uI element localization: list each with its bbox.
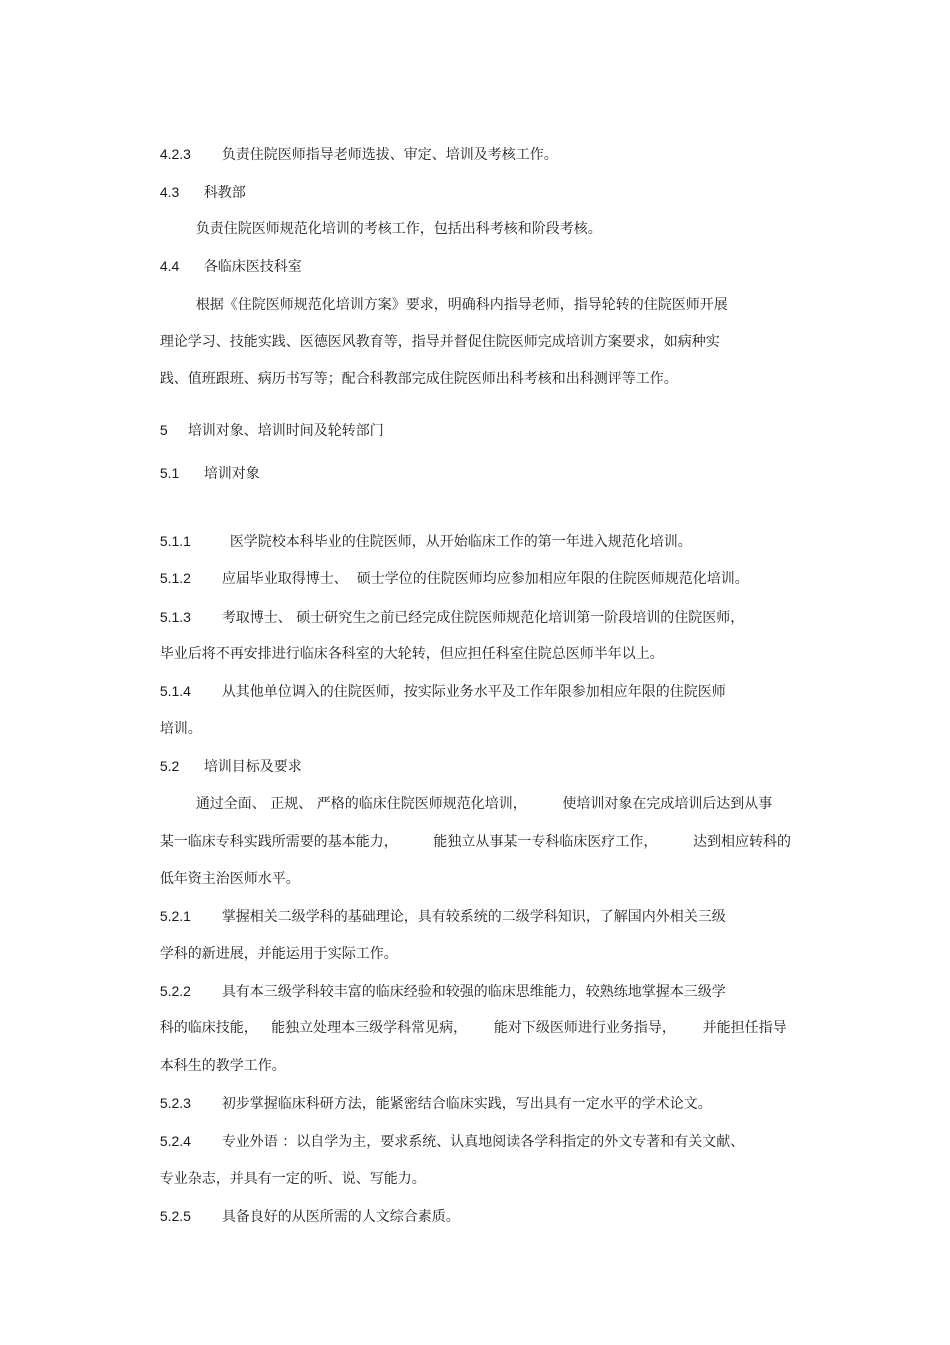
clause-5-2-1 bbox=[142, 886, 726, 925]
clause-number: 5.1.1 bbox=[159, 533, 191, 549]
clause-number: 5.2.4 bbox=[159, 1133, 191, 1149]
paragraph-line bbox=[142, 1036, 286, 1074]
paragraph-line bbox=[142, 699, 202, 737]
section-number: 4.4 bbox=[159, 258, 180, 274]
section-5-1-heading bbox=[142, 443, 260, 482]
paragraph-line bbox=[178, 199, 602, 237]
paragraph-line bbox=[142, 349, 678, 387]
section-title: 培训目标及要求 bbox=[203, 759, 302, 775]
paragraph-text: 根据《住院医师规范化培训方案》要求，明确科内指导老师，指导轮转的住院医师开展 bbox=[195, 297, 728, 313]
paragraph-text: 低年资主治医师水平。 bbox=[159, 871, 300, 887]
clause-number: 5.2.1 bbox=[159, 908, 191, 924]
section-title: 培训对象、培训时间及轮转部门 bbox=[187, 423, 384, 439]
clause-text: 考取博士、 硕士研究生之前已经完成住院医师规范化培训第一阶段培训的住院医师， bbox=[221, 610, 745, 626]
clause-text: 负责住院医师指导老师选拔、审定、培训及考核工作。 bbox=[221, 147, 558, 163]
clause-5-1-3 bbox=[142, 587, 745, 626]
section-5-2-heading bbox=[142, 736, 302, 775]
clause-text: 初步掌握临床科研方法，能紧密结合临床实践，写出具有一定水平的学术论文。 bbox=[221, 1096, 712, 1112]
paragraph-text: 毕业后将不再安排进行临床各科室的大轮转，但应担任科室住院总医师半年以上。 bbox=[159, 646, 664, 662]
paragraph-text: 通过全面、 正规、 严格的临床住院医师规范化培训， 使培训对象在完成培训后达到从事 bbox=[195, 796, 773, 812]
clause-5-2-5 bbox=[142, 1186, 460, 1225]
section-5-heading bbox=[142, 400, 384, 439]
paragraph-text: 本科生的教学工作。 bbox=[159, 1058, 286, 1074]
clause-5-1-2 bbox=[142, 548, 749, 587]
paragraph-text: 培训。 bbox=[159, 721, 202, 737]
clause-text: 具备良好的从医所需的人文综合素质。 bbox=[221, 1209, 460, 1225]
paragraph-line bbox=[142, 312, 720, 350]
clause-5-1-1 bbox=[142, 511, 692, 550]
paragraph-line bbox=[142, 624, 664, 662]
paragraph-line bbox=[178, 774, 773, 812]
clause-number: 5.1.2 bbox=[159, 570, 191, 586]
paragraph-line bbox=[142, 1149, 426, 1187]
clause-4-2-3 bbox=[142, 124, 558, 163]
paragraph-line bbox=[142, 849, 300, 887]
clause-number: 5.2.3 bbox=[159, 1095, 191, 1111]
section-title: 各临床医技科室 bbox=[203, 259, 302, 275]
paragraph-text: 践、值班跟班、病历书写等；配合科教部完成住院医师出科考核和出科测评等工作。 bbox=[159, 371, 678, 387]
clause-number: 5.1.4 bbox=[159, 683, 191, 699]
clause-number: 4.2.3 bbox=[159, 146, 191, 162]
section-number: 5.2 bbox=[159, 758, 180, 774]
section-number: 4.3 bbox=[159, 184, 180, 200]
clause-text: 从其他单位调入的住院医师，按实际业务水平及工作年限参加相应年限的住院医师 bbox=[221, 684, 726, 700]
clause-5-1-4 bbox=[142, 661, 726, 700]
clause-5-2-2 bbox=[142, 961, 726, 1000]
clause-text: 医学院校本科毕业的住院医师，从开始临床工作的第一年进入规范化培训。 bbox=[229, 534, 692, 550]
clause-number: 5.2.2 bbox=[159, 983, 191, 999]
paragraph-text: 专业杂志，并具有一定的听、说、写能力。 bbox=[159, 1171, 426, 1187]
clause-text: 掌握相关二级学科的基础理论，具有较系统的二级学科知识，了解国内外相关三级 bbox=[221, 909, 726, 925]
paragraph-line bbox=[142, 924, 398, 962]
section-4-3-heading bbox=[142, 162, 246, 201]
paragraph-text: 某一临床专科实践所需要的基本能力， 能独立从事某一专科临床医疗工作， 达到相应转科的 bbox=[159, 834, 792, 850]
paragraph-text: 理论学习、技能实践、医德医风教育等，指导并督促住院医师完成培训方案要求，如病种实 bbox=[159, 334, 720, 350]
section-number: 5 bbox=[159, 422, 168, 438]
section-title: 科教部 bbox=[203, 185, 246, 201]
clause-5-2-4 bbox=[142, 1111, 745, 1150]
paragraph-line bbox=[142, 812, 792, 850]
paragraph-text: 学科的新进展，并能运用于实际工作。 bbox=[159, 946, 398, 962]
paragraph-text: 科的临床技能， 能独立处理本三级学科常见病， 能对下级医师进行业务指导， 并能担任指导 bbox=[159, 1020, 787, 1036]
clause-5-2-3 bbox=[142, 1073, 712, 1112]
paragraph-line bbox=[142, 998, 787, 1036]
section-number: 5.1 bbox=[159, 465, 180, 481]
section-title: 培训对象 bbox=[203, 466, 260, 482]
clause-text: 具有本三级学科较丰富的临床经验和较强的临床思维能力，较熟练地掌握本三级学 bbox=[221, 984, 726, 1000]
clause-text: 应届毕业取得博士、 硕士学位的住院医师均应参加相应年限的住院医师规范化培训。 bbox=[221, 571, 749, 587]
clause-number: 5.1.3 bbox=[159, 609, 191, 625]
section-4-4-heading bbox=[142, 236, 302, 275]
clause-number: 5.2.5 bbox=[159, 1208, 191, 1224]
paragraph-line bbox=[178, 275, 728, 313]
paragraph-text: 负责住院医师规范化培训的考核工作，包括出科考核和阶段考核。 bbox=[195, 221, 602, 237]
clause-text: 专业外语 ：以自学为主，要求系统、认真地阅读各学科指定的外文专著和有关文献、 bbox=[221, 1134, 745, 1150]
